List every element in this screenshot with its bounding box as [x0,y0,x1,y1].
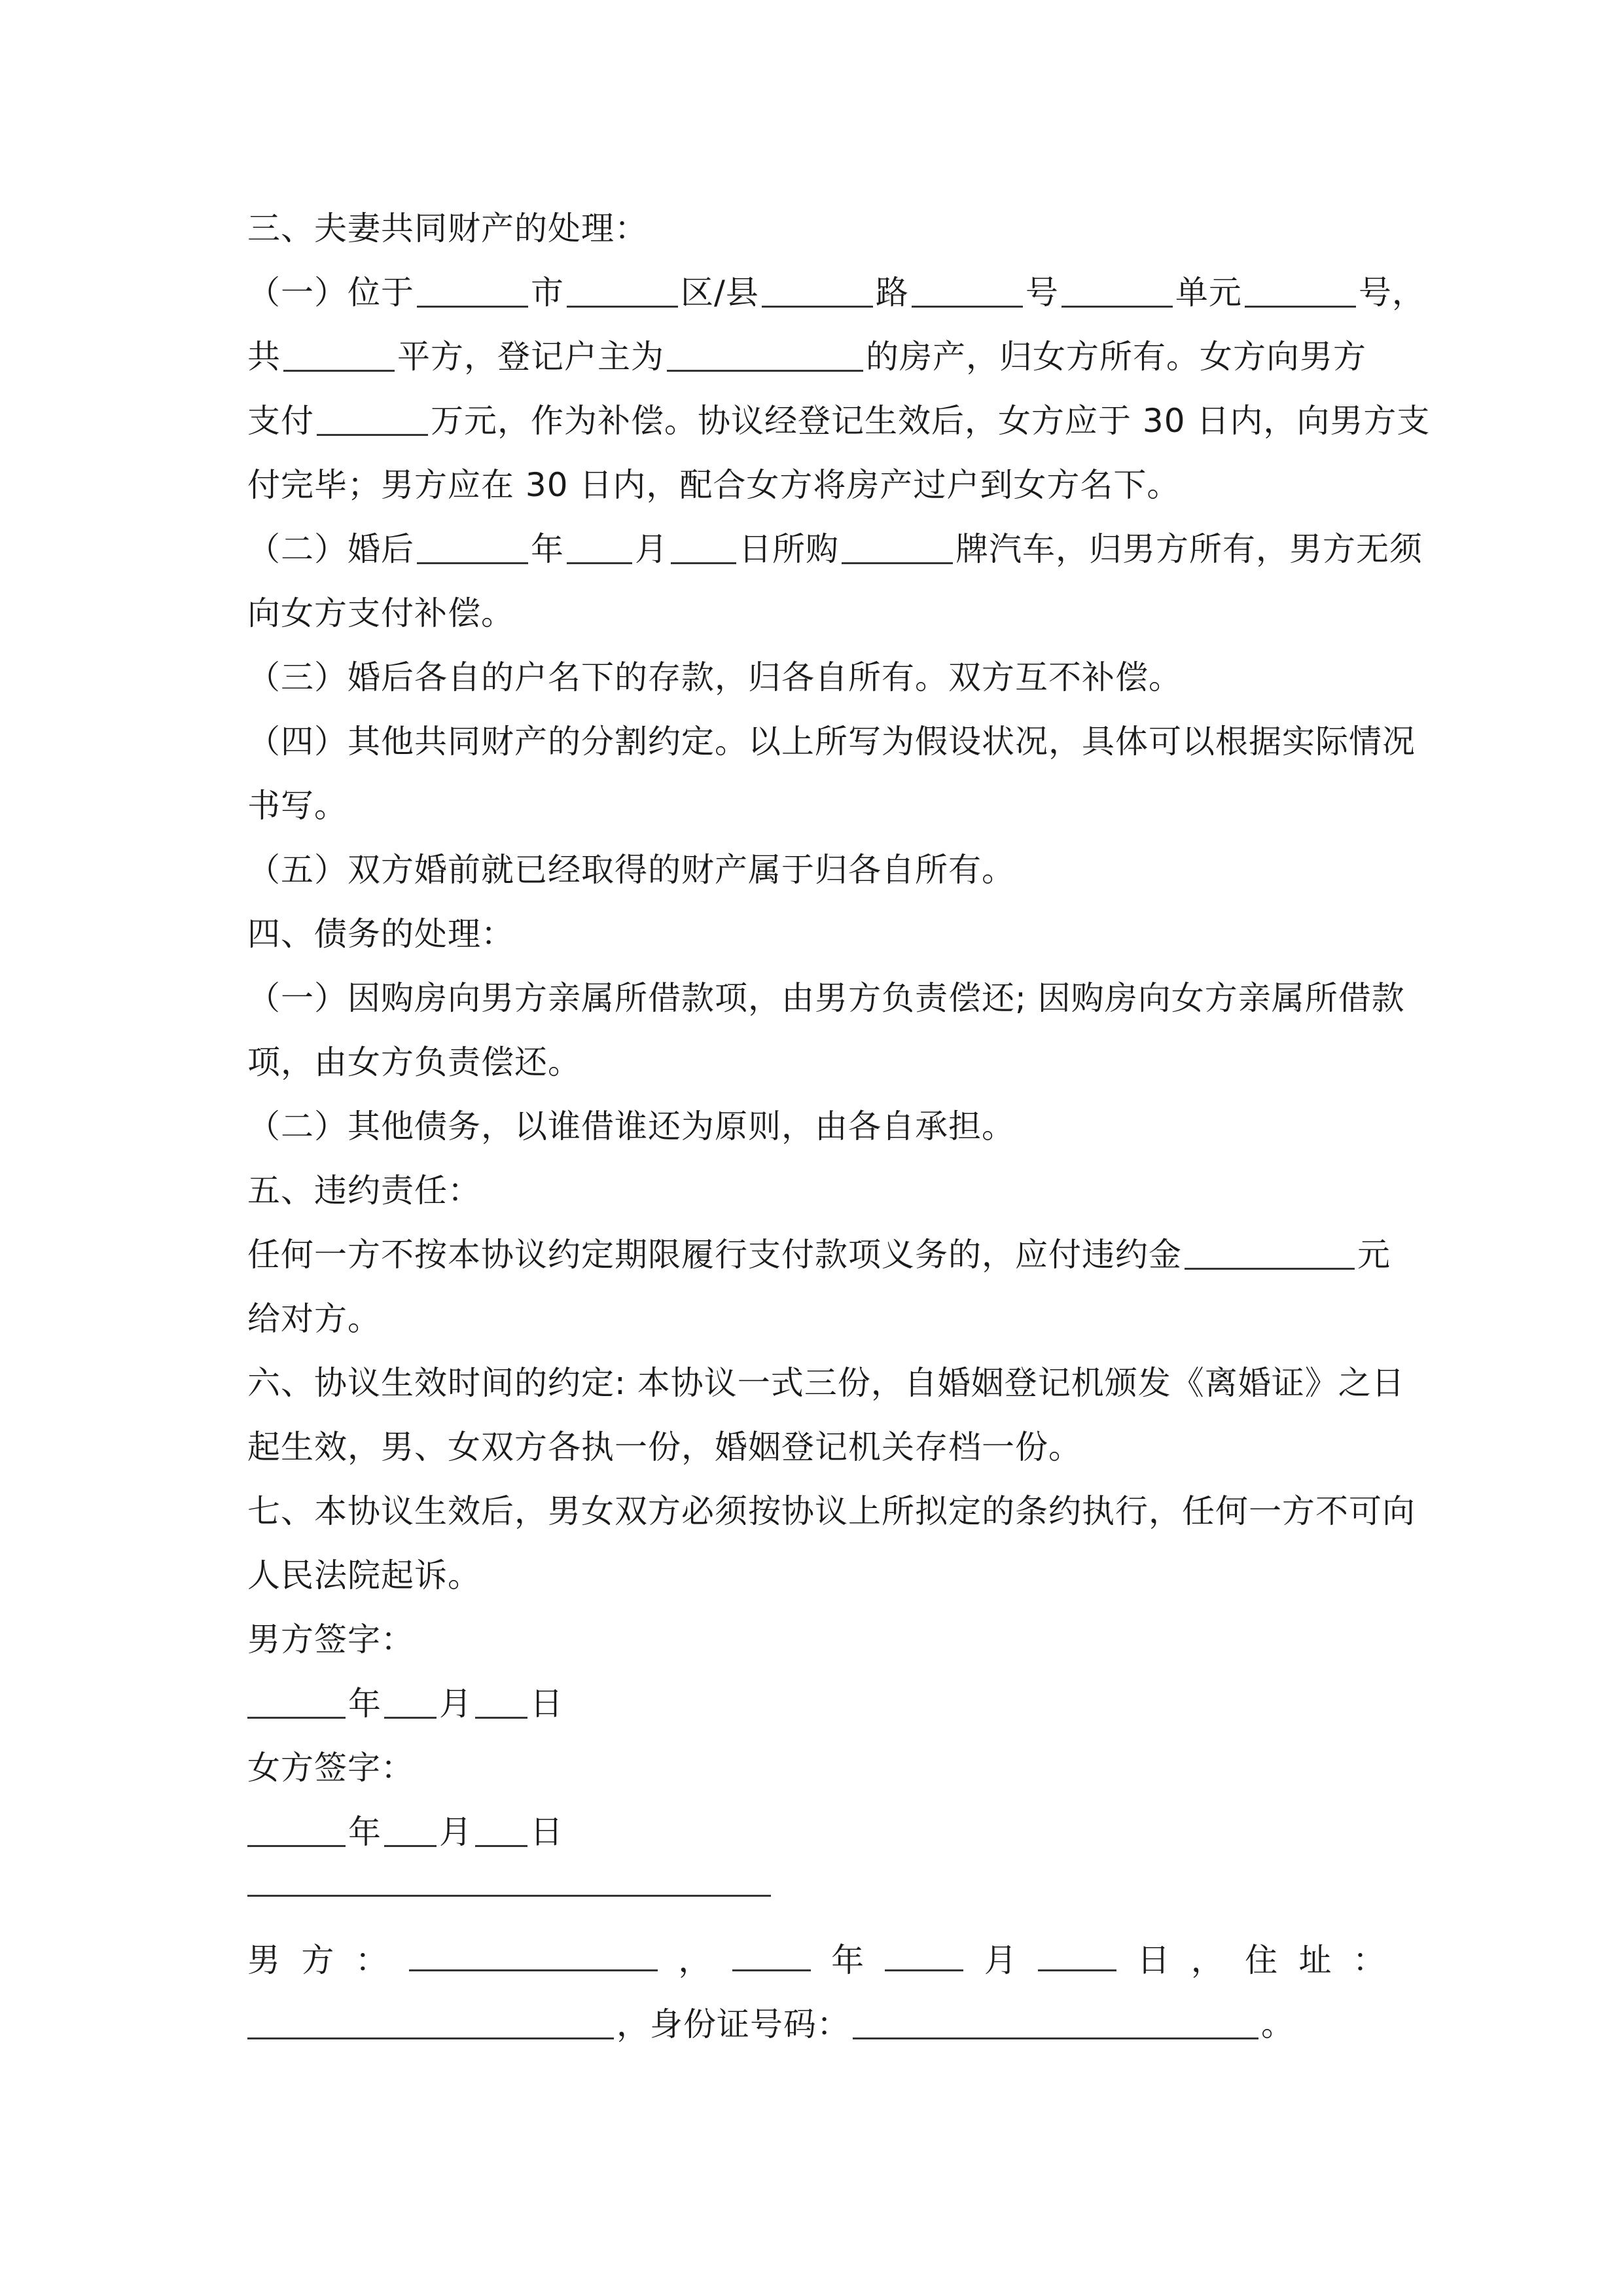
male-id-number-blank[interactable] [853,2007,1258,2039]
city-blank[interactable] [417,276,528,308]
property-item-1-line-2: 共 平方，登记户主为 的房产，归女方所有。女方向男方 [247,338,1366,376]
male-sign-date: 年 月 日 [247,1672,1386,1736]
property-item-4-line-2: 书写。 [247,787,348,825]
female-sign-month-blank[interactable] [384,1815,437,1847]
debt-item-2: （二）其他债务，以谁借谁还为原则，由各自承担。 [247,1107,1015,1145]
property-item-3: （三）婚后各自的户名下的存款，归各自所有。双方互不补偿。 [247,658,1182,696]
male-sign-day-blank[interactable] [475,1687,527,1719]
female-sign-date: 年 月 日 [247,1800,1386,1864]
property-item-1-line-3: 支付 万元，作为补偿。协议经登记生效后，女方应于 30 日内，向男方支 [247,402,1431,440]
female-signature-label: 女方签字： [247,1749,414,1787]
room-number-blank[interactable] [1245,276,1356,308]
property-item-1-line-1: （一）位于 市 区/县 路 号 单元 号， [247,274,1425,312]
debt-item-1-line-2: 项，由女方负责偿还。 [247,1043,581,1081]
car-brand-blank[interactable] [842,532,953,564]
number-blank[interactable] [912,276,1023,308]
male-signature-label: 男方签字： [247,1621,414,1659]
male-name-blank[interactable] [409,1939,658,1971]
road-blank[interactable] [762,276,873,308]
property-item-5: （五）双方婚前就已经取得的财产属于归各自所有。 [247,851,1015,889]
male-sign-year-blank[interactable] [247,1687,346,1719]
property-item-2-line-1: （二）婚后 年 月 日所购 牌汽车，归男方所有，男方无须 [247,530,1423,568]
property-item-4-line-1: （四）其他共同财产的分割约定。以上所写为假设状况，具体可以根据实际情况 [247,723,1416,761]
male-birth-day-blank[interactable] [1038,1939,1116,1971]
male-info-line: 男 方 ： ， 年 月 日 ， 住 址 ： [247,1928,1386,1992]
section-6-line-2: 起生效，男、女双方各执一份，婚姻登记机关存档一份。 [247,1428,1082,1466]
section-3-title: 三、夫妻共同财产的处理： [247,209,648,247]
district-blank[interactable] [567,276,678,308]
purchase-year-blank[interactable] [417,532,528,564]
property-item-2-line-2: 向女方支付补偿。 [247,594,514,632]
section-7-line-1: 七、本协议生效后，男女双方必须按协议上所拟定的条约执行，任何一方不可向 [247,1492,1416,1530]
owner-blank[interactable] [667,340,863,372]
purchase-day-blank[interactable] [671,532,736,564]
male-birth-month-blank[interactable] [885,1939,963,1971]
unit-blank[interactable] [1061,276,1173,308]
breach-line-1: 任何一方不按本协议约定期限履行支付款项义务的，应付违约金 元 [247,1236,1391,1274]
document-body [247,196,1431,2056]
male-address-blank[interactable] [247,2007,614,2039]
section-7-line-2: 人民法院起诉。 [247,1556,481,1594]
male-sign-month-blank[interactable] [384,1687,437,1719]
purchase-month-blank[interactable] [567,532,632,564]
male-id-line: ，身份证号码： 。 [247,1992,1386,2056]
male-birth-year-blank[interactable] [732,1939,811,1971]
compensation-blank[interactable] [317,404,428,436]
property-item-1-line-4: 付完毕；男方应在 30 日内，配合女方将房产过户到女方名下。 [247,466,1181,504]
section-4-title: 四、债务的处理： [247,915,514,953]
area-blank[interactable] [283,340,395,372]
debt-item-1-line-1: （一）因购房向男方亲属所借款项，由男方负责偿还; 因购房向女方亲属所借款 [247,979,1405,1017]
section-6-line-1: 六、协议生效时间的约定: 本协议一式三份，自婚姻登记机颁发《离婚证》之日 [247,1364,1405,1402]
section-5-title: 五、违约责任： [247,1172,481,1210]
separator-dash-line [247,1864,1386,1928]
breach-line-2: 给对方。 [247,1300,381,1338]
female-sign-day-blank[interactable] [475,1815,527,1847]
penalty-amount-blank[interactable] [1185,1238,1355,1270]
female-sign-year-blank[interactable] [247,1815,346,1847]
